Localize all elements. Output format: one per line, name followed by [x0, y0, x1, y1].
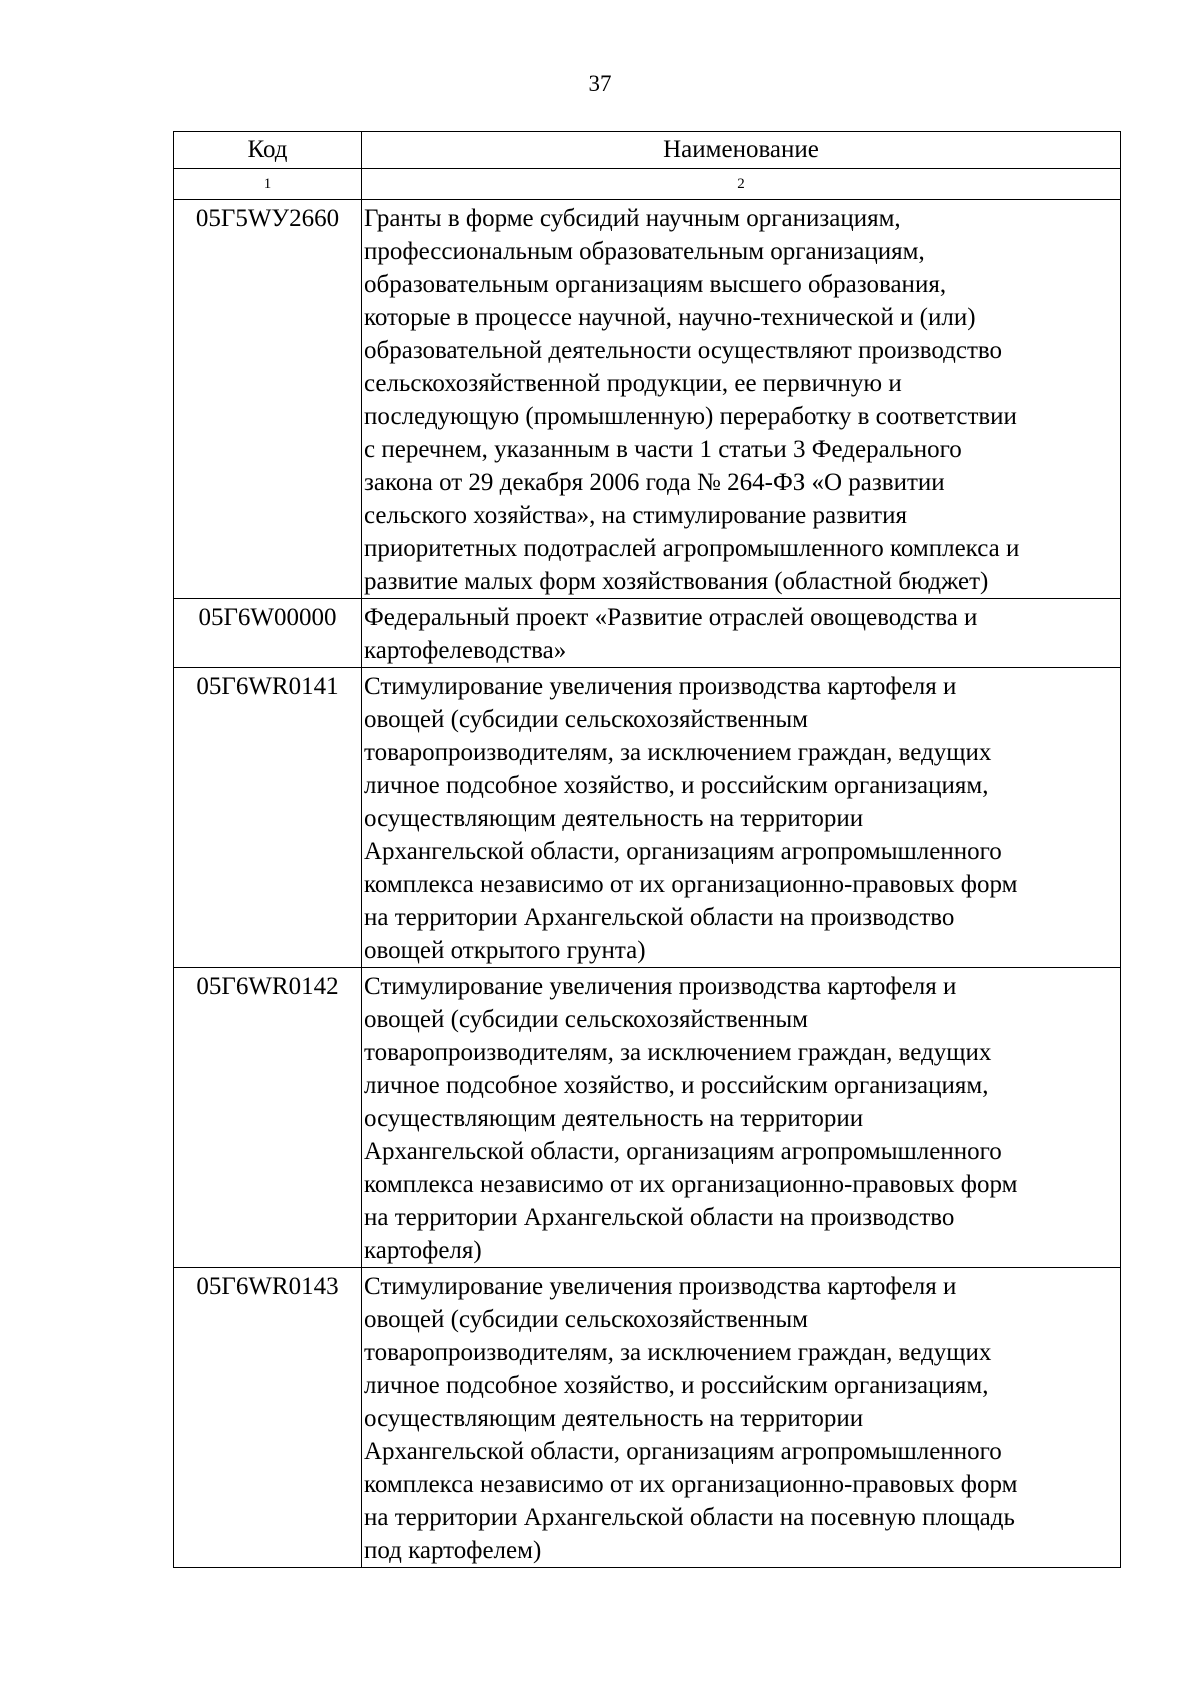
row-name-line: личное подсобное хозяйство, и российским организациям, — [364, 1372, 989, 1399]
row-name-line: овощей открытого грунта) — [364, 937, 646, 964]
row-name-line: сельского хозяйства», на стимулирование развития — [364, 502, 907, 529]
row-name-line: сельскохозяйственной продукции, ее первичную и — [364, 370, 902, 397]
row-name-line: Стимулирование увеличения производства картофеля и — [364, 973, 957, 1000]
table-row — [174, 200, 1121, 599]
budget-classification-table — [173, 131, 1121, 1568]
row-name-line: последующую (промышленную) переработку в соответствии — [364, 403, 1017, 430]
row-name-line: образовательным организациям высшего образования, — [364, 271, 947, 298]
row-name — [362, 668, 1121, 968]
column-header-code: Код — [174, 132, 362, 169]
row-name-line: закона от 29 декабря 2006 года № 264-ФЗ «О развитии — [364, 469, 945, 496]
table-body — [174, 200, 1121, 1568]
row-name-line: Архангельской области, организациям агропромышленного — [364, 1138, 1002, 1165]
row-name — [362, 1268, 1121, 1568]
table-row — [174, 599, 1121, 668]
row-name-line: на территории Архангельской области на производство — [364, 1204, 955, 1231]
row-name-line: под картофелем) — [364, 1537, 542, 1564]
column-number-name: 2 — [362, 169, 1121, 200]
row-code: 05Г6WR0143 — [174, 1268, 362, 1568]
row-name-line: Архангельской области, организациям агропромышленного — [364, 838, 1002, 865]
page-number: 37 — [588, 71, 612, 96]
row-code: 05Г5WУ2660 — [174, 200, 362, 599]
row-name-line: осуществляющим деятельность на территории — [364, 1405, 864, 1432]
row-name-line: личное подсобное хозяйство, и российским организациям, — [364, 772, 989, 799]
row-code: 05Г6WR0142 — [174, 968, 362, 1268]
row-name-line: овощей (субсидии сельскохозяйственным — [364, 1006, 808, 1033]
row-name-line: которые в процессе научной, научно-технической и (или) — [364, 304, 976, 331]
row-name-line: осуществляющим деятельность на территории — [364, 1105, 864, 1132]
row-name — [362, 968, 1121, 1268]
row-name-line: Стимулирование увеличения производства картофеля и — [364, 673, 957, 700]
row-name-line: комплекса независимо от их организационно-правовых форм — [364, 1471, 1018, 1498]
row-name-line: на территории Архангельской области на производство — [364, 904, 955, 931]
row-name-line: на территории Архангельской области на посевную площадь — [364, 1504, 1015, 1531]
row-name-line: личное подсобное хозяйство, и российским организациям, — [364, 1072, 989, 1099]
table-row — [174, 1268, 1121, 1568]
row-name-line: осуществляющим деятельность на территории — [364, 805, 864, 832]
row-name-line: товаропроизводителям, за исключением граждан, ведущих — [364, 1339, 992, 1366]
row-name-line: товаропроизводителям, за исключением граждан, ведущих — [364, 739, 992, 766]
row-name — [362, 200, 1121, 599]
row-name-line: комплекса независимо от их организационно-правовых форм — [364, 871, 1018, 898]
row-name-line: приоритетных подотраслей агропромышленного комплекса и — [364, 535, 1020, 562]
row-name-line: овощей (субсидии сельскохозяйственным — [364, 1306, 808, 1333]
row-name-line: комплекса независимо от их организационно-правовых форм — [364, 1171, 1018, 1198]
row-name-line: Гранты в форме субсидий научным организациям, — [364, 205, 901, 232]
column-number-code: 1 — [174, 169, 362, 200]
row-name-line: развитие малых форм хозяйствования (областной бюджет) — [364, 568, 989, 595]
row-name-line: с перечнем, указанным в части 1 статьи 3 Федерального — [364, 436, 962, 463]
row-name-line: овощей (субсидии сельскохозяйственным — [364, 706, 808, 733]
row-name-line: Стимулирование увеличения производства картофеля и — [364, 1273, 957, 1300]
row-name-line: картофеля) — [364, 1237, 482, 1264]
row-name-line: товаропроизводителям, за исключением граждан, ведущих — [364, 1039, 992, 1066]
row-name-line: картофелеводства» — [364, 637, 567, 664]
row-code: 05Г6WR0141 — [174, 668, 362, 968]
column-header-name: Наименование — [362, 132, 1121, 169]
table-row — [174, 668, 1121, 968]
table-header-row — [174, 132, 1121, 169]
row-name-line: профессиональным образовательным организациям, — [364, 238, 925, 265]
row-name-line: Архангельской области, организациям агропромышленного — [364, 1438, 1002, 1465]
row-name-line: образовательной деятельности осуществляют производство — [364, 337, 1003, 364]
table-row — [174, 968, 1121, 1268]
row-code: 05Г6W00000 — [174, 599, 362, 668]
row-name — [362, 599, 1121, 668]
row-name-line: Федеральный проект «Развитие отраслей овощеводства и — [364, 604, 978, 631]
column-number-row — [174, 169, 1121, 200]
